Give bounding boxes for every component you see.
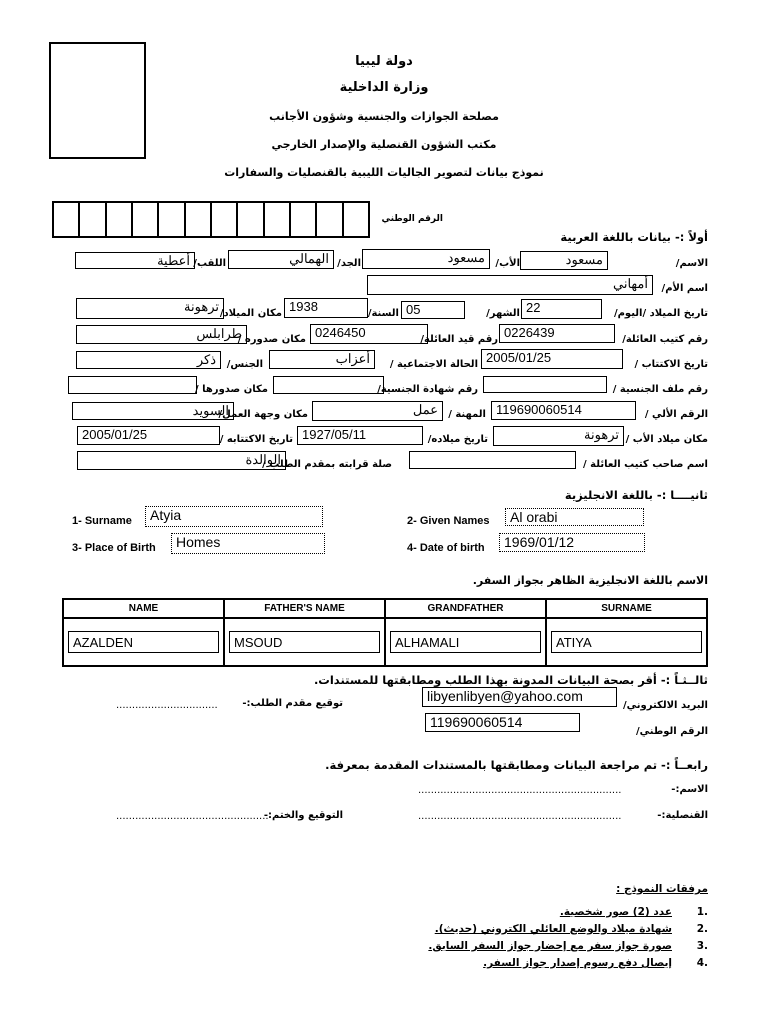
attachment-text: شهادة ميلاد والوضع العائلي الكتروني (حديث).	[434, 923, 672, 935]
issue-place-field[interactable]: طرابلس	[76, 325, 247, 344]
form-title: نموذج بيانات لتصوير الجاليات الليبية بالقنصليات والسفارات	[224, 166, 544, 179]
mother-field[interactable]: أمهاني	[367, 275, 653, 295]
col-header-surname: SURNAME	[546, 599, 707, 618]
national-number-s3-label: الرقم الوطني/	[636, 726, 708, 737]
day-field[interactable]: 22	[521, 299, 602, 319]
cell-father	[224, 618, 385, 666]
col-header-grandfather: GRANDFATHER	[385, 599, 546, 618]
col-header-name: NAME	[63, 599, 224, 618]
attachment-num: .2	[696, 923, 708, 935]
father-dob-label: تاريخ ميلاده/	[427, 434, 488, 445]
surname-en-label: 1- Surname	[72, 515, 132, 527]
work-place-field[interactable]: السويد	[72, 402, 234, 420]
national-number-s3-field[interactable]: 119690060514	[425, 713, 580, 732]
auto-num-field[interactable]: 119690060514	[491, 401, 636, 420]
reviewer-name-label: الاسم:-	[671, 784, 708, 795]
cell-grandfather	[385, 618, 546, 666]
father-en-field[interactable]: MSOUD	[229, 631, 380, 653]
stamp-label: التوقيع والختم:-	[263, 810, 343, 821]
col-header-father: FATHER'S NAME	[224, 599, 385, 618]
pob-en-field[interactable]: Homes	[171, 533, 325, 554]
passport-name-heading: الاسم باللغة الانجليزية الظاهر بجواز السفر.	[472, 574, 708, 587]
attachments-title: مرفقات النموذج :	[616, 883, 708, 895]
marital-field[interactable]: أعزاب	[269, 350, 375, 369]
nat-file-label: رقم ملف الجنسية /	[612, 384, 708, 395]
dob-en-field[interactable]: 1969/01/12	[499, 533, 645, 552]
attachment-num: .4	[696, 957, 708, 969]
work-place-label: مكان وجهة العمل/	[218, 409, 308, 420]
father-field[interactable]: مسعود	[362, 249, 490, 269]
stamp-line[interactable]: ................................................	[116, 811, 269, 822]
family-record-label: رقم قيد العائلة/	[420, 334, 498, 345]
nat-cert-field[interactable]	[273, 376, 384, 394]
national-number-label: الرقم الوطني	[381, 214, 443, 224]
book-owner-label: اسم صاحب كتيب العائلة /	[583, 459, 708, 470]
section1-title: أولاً :- بيانات باللغة العربية	[560, 230, 708, 244]
name-en-field[interactable]: AZALDEN	[68, 631, 219, 653]
header-ministry: وزارة الداخلية	[339, 80, 429, 95]
nat-issue-place-label: مكان صدورها /	[194, 384, 268, 395]
header-office: مكتب الشؤون القنصلية والإصدار الخارجي	[271, 138, 497, 151]
attachment-num: .3	[696, 940, 708, 952]
applicant-signature-label: توقيع مقدم الطلب:-	[242, 698, 343, 709]
father-acq-label: تاريخ الاكتتابه /	[219, 434, 293, 445]
email-field[interactable]: libyenlibyen@yahoo.com	[422, 687, 617, 707]
father-dob-field[interactable]: 1927/05/11	[297, 426, 423, 445]
acq-date-label: تاريخ الاكتتاب /	[634, 359, 708, 370]
cell-surname	[546, 618, 707, 666]
father-birthplace-field[interactable]: ترهونة	[493, 426, 624, 446]
consulate-line[interactable]: ................................................................	[418, 811, 622, 822]
birthplace-field[interactable]: ترهونة	[76, 298, 224, 319]
pob-en-label: 3- Place of Birth	[72, 542, 156, 554]
dob-ar-label: تاريخ الميلاد /اليوم/	[613, 308, 708, 319]
family-record-field[interactable]: 0246450	[310, 324, 428, 344]
auto-num-label: الرقم الألي /	[644, 409, 708, 420]
job-label: المهنة /	[448, 409, 486, 420]
mother-label: اسم الأم/	[661, 283, 708, 294]
nat-issue-place-field[interactable]	[68, 376, 197, 394]
nat-file-field[interactable]	[483, 376, 607, 393]
grandfather-field[interactable]: الهمالي	[228, 250, 334, 269]
family-book-field[interactable]: 0226439	[499, 324, 615, 343]
national-number-boxes[interactable]	[52, 201, 370, 238]
given-names-field[interactable]: Al orabi	[505, 508, 644, 526]
birthplace-label: مكان الميلاد/	[219, 308, 282, 319]
attachment-text: عدد (2) صور شخصية.	[559, 906, 672, 918]
marital-label: الحالة الاجتماعية /	[389, 359, 478, 370]
relation-label: صلة قرابته بمقدم الطلب /	[262, 459, 392, 470]
attachment-item	[308, 906, 708, 923]
section2-title: ثانيــــا :- باللغة الانجليزية	[564, 488, 708, 502]
grandfather-label: الجد/	[337, 258, 361, 269]
surname-ar-label: اللقب/	[193, 258, 226, 269]
father-acq-field[interactable]: 2005/01/25	[77, 426, 220, 445]
surname-en-field[interactable]: Atyia	[145, 506, 323, 527]
month-label: الشهر/	[486, 308, 520, 319]
job-field[interactable]: عمل	[312, 401, 443, 421]
year-field[interactable]: 1938	[284, 298, 368, 318]
dob-en-label: 4- Date of birth	[407, 542, 485, 554]
father-birthplace-label: مكان ميلاد الأب /	[625, 434, 708, 445]
father-label: الأب/	[495, 258, 520, 269]
attachment-text: إيصال دفع رسوم إصدار جواز السفر.	[483, 957, 672, 969]
attachment-item	[308, 957, 708, 974]
attachment-item	[308, 940, 708, 957]
name-label: الاسم/	[675, 258, 708, 269]
attachment-text: صورة جواز سفر مع إحضار جواز السفر السابق.	[428, 940, 672, 952]
year-label: السنة/	[367, 308, 399, 319]
applicant-signature-line[interactable]: ................................	[116, 700, 218, 711]
header-department: مصلحة الجوازات والجنسية وشؤون الأجانب	[269, 110, 499, 123]
gender-field[interactable]: ذكر	[76, 351, 221, 369]
month-field[interactable]: 05	[401, 301, 465, 319]
reviewer-name-line[interactable]: ................................................................	[418, 785, 622, 796]
book-owner-field[interactable]	[409, 451, 576, 469]
issue-place-label: مكان صدوره /	[237, 334, 306, 345]
acq-date-field[interactable]: 2005/01/25	[481, 349, 623, 369]
attachment-item	[308, 923, 708, 940]
gender-label: الجنس/	[226, 359, 263, 370]
attachments-list	[308, 906, 708, 974]
nat-cert-label: رقم شهادة الجنسية/	[377, 384, 478, 395]
cell-name	[63, 618, 224, 666]
given-names-label: 2- Given Names	[407, 515, 490, 527]
passport-names-table	[62, 598, 708, 667]
section3-title: ثالــثـاً :- أقر بصحة البيانات المدونة بهذا الطلب ومطابقتها للمستندات.	[313, 673, 708, 687]
name-field[interactable]: مسعود	[520, 251, 608, 270]
email-label: البريد الالكتروني/	[623, 700, 708, 711]
family-book-label: رقم كتيب العائلة/	[622, 334, 708, 345]
section4-title: رابعــاً :- تم مراجعة البيانات ومطابقتها بالمستندات المقدمة بمعرفة.	[325, 758, 708, 772]
surname-en-table-field[interactable]: ATIYA	[551, 631, 702, 653]
surname-ar-field[interactable]: أعطية	[75, 252, 195, 269]
attachment-num: .1	[696, 906, 708, 918]
consulate-label: القنصلية:-	[657, 810, 708, 821]
grandfather-en-field[interactable]: ALHAMALI	[390, 631, 541, 653]
relation-field[interactable]: الوالدة	[77, 451, 286, 470]
header-country: دولة ليبيا	[355, 54, 413, 69]
